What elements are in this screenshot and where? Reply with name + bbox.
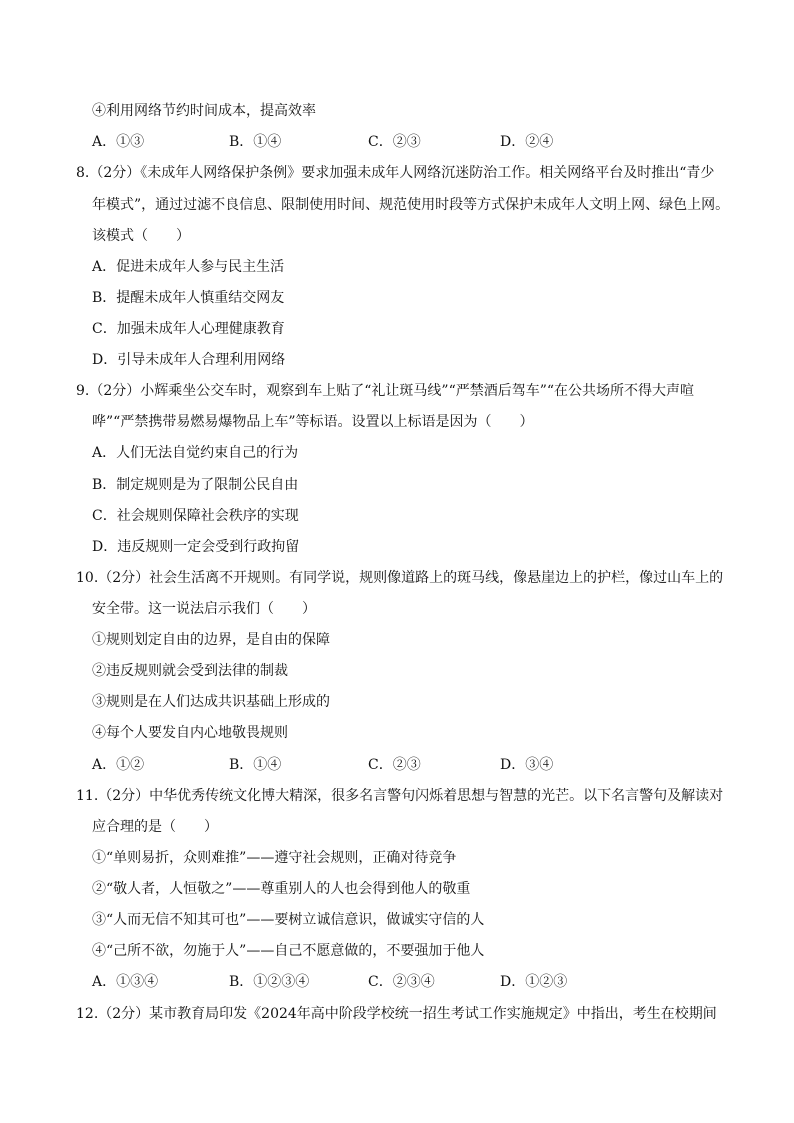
q9-stem-line-1: 9.（2分）小辉乘坐公交车时，观察到车上贴了“礼让斑马线”“严禁酒后驾车”“在公共场所不得大声喧 [76, 383, 695, 399]
q9-stem-line-2: 哗”“严禁携带易燃易爆物品上车”等标语。设置以上标语是因为（ ） [92, 414, 534, 430]
q10-stem-line-2: 安全带。这一说法启示我们（ ） [92, 601, 316, 617]
q9-option-d: D．违反规则一定会受到行政拘留 [92, 539, 300, 555]
q8-option-b: B．提醒未成年人慎重结交网友 [92, 290, 285, 306]
q10-item-3: ③规则是在人们达成共识基础上形成的 [92, 694, 330, 710]
q10-item-4: ④每个人要发自内心地敬畏规则 [92, 725, 288, 741]
q8-option-d: D．引导未成年人合理利用网络 [92, 352, 286, 368]
q10-option-d: D．③④ [500, 757, 554, 773]
q10-item-1: ①规则划定自由的边界，是自由的保障 [92, 632, 330, 648]
q11-item-4: ④“己所不欲，勿施于人”——自己不愿意做的，不要强加于他人 [92, 943, 485, 959]
q10-item-2: ②违反规则就会受到法律的制裁 [92, 663, 288, 679]
q7-option-b: B．①④ [229, 134, 282, 150]
q11-item-1: ①“单则易折，众则难推”——遵守社会规则，正确对待竞争 [92, 850, 457, 866]
q10-option-a: A．①② [92, 757, 145, 773]
q9-option-b: B．制定规则是为了限制公民自由 [92, 477, 299, 493]
q12-stem-line-1: 12.（2分）某市教育局印发《2024年高中阶段学校统一招生考试工作实施规定》中指出，考生在校期间 [76, 1006, 717, 1022]
q7-option-c: C．②③ [368, 134, 421, 150]
q10-stem-line-1: 10.（2分）社会生活离不开规则。有同学说，规则像道路上的斑马线，像悬崖边上的护栏，像过山车上的 [76, 570, 724, 586]
q9-option-c: C．社会规则保障社会秩序的实现 [92, 508, 299, 524]
q11-stem-line-1: 11.（2分）中华优秀传统文化博大精深，很多名言警句闪烁着思想与智慧的光芒。以下名言警句及解读对 [76, 788, 724, 804]
q7-option-d: D．②④ [500, 134, 554, 150]
q11-item-3: ③“人而无信不知其可也”——要树立诚信意识，做诚实守信的人 [92, 912, 485, 928]
q8-option-c: C．加强未成年人心理健康教育 [92, 321, 285, 337]
q8-stem-line-1: 8.（2分）《未成年人网络保护条例》要求加强未成年人网络沉迷防治工作。相关网络平台及时推出“青少 [76, 165, 715, 181]
q7-option-a: A．①③ [92, 134, 145, 150]
q8-option-a: A．促进未成年人参与民主生活 [92, 259, 285, 275]
q10-option-b: B．①④ [229, 757, 282, 773]
q10-option-c: C．②③ [368, 757, 421, 773]
q11-option-d: D．①②③ [500, 974, 568, 990]
q7-item-4: ④利用网络节约时间成本，提高效率 [92, 103, 316, 119]
q9-option-a: A．人们无法自觉约束自己的行为 [92, 445, 299, 461]
q11-stem-line-2: 应合理的是（ ） [92, 819, 218, 835]
q8-stem-line-2: 年模式”，通过过滤不良信息、限制使用时间、规范使用时段等方式保护未成年人文明上网、绿色上网。 [92, 197, 730, 213]
q11-option-a: A．①③④ [92, 974, 159, 990]
q11-option-b: B．①②③④ [229, 974, 310, 990]
q11-option-c: C．②③④ [368, 974, 435, 990]
q8-stem-line-3: 该模式（ ） [92, 228, 190, 244]
q11-item-2: ②“敬人者，人恒敬之”——尊重别人的人也会得到他人的敬重 [92, 881, 471, 897]
